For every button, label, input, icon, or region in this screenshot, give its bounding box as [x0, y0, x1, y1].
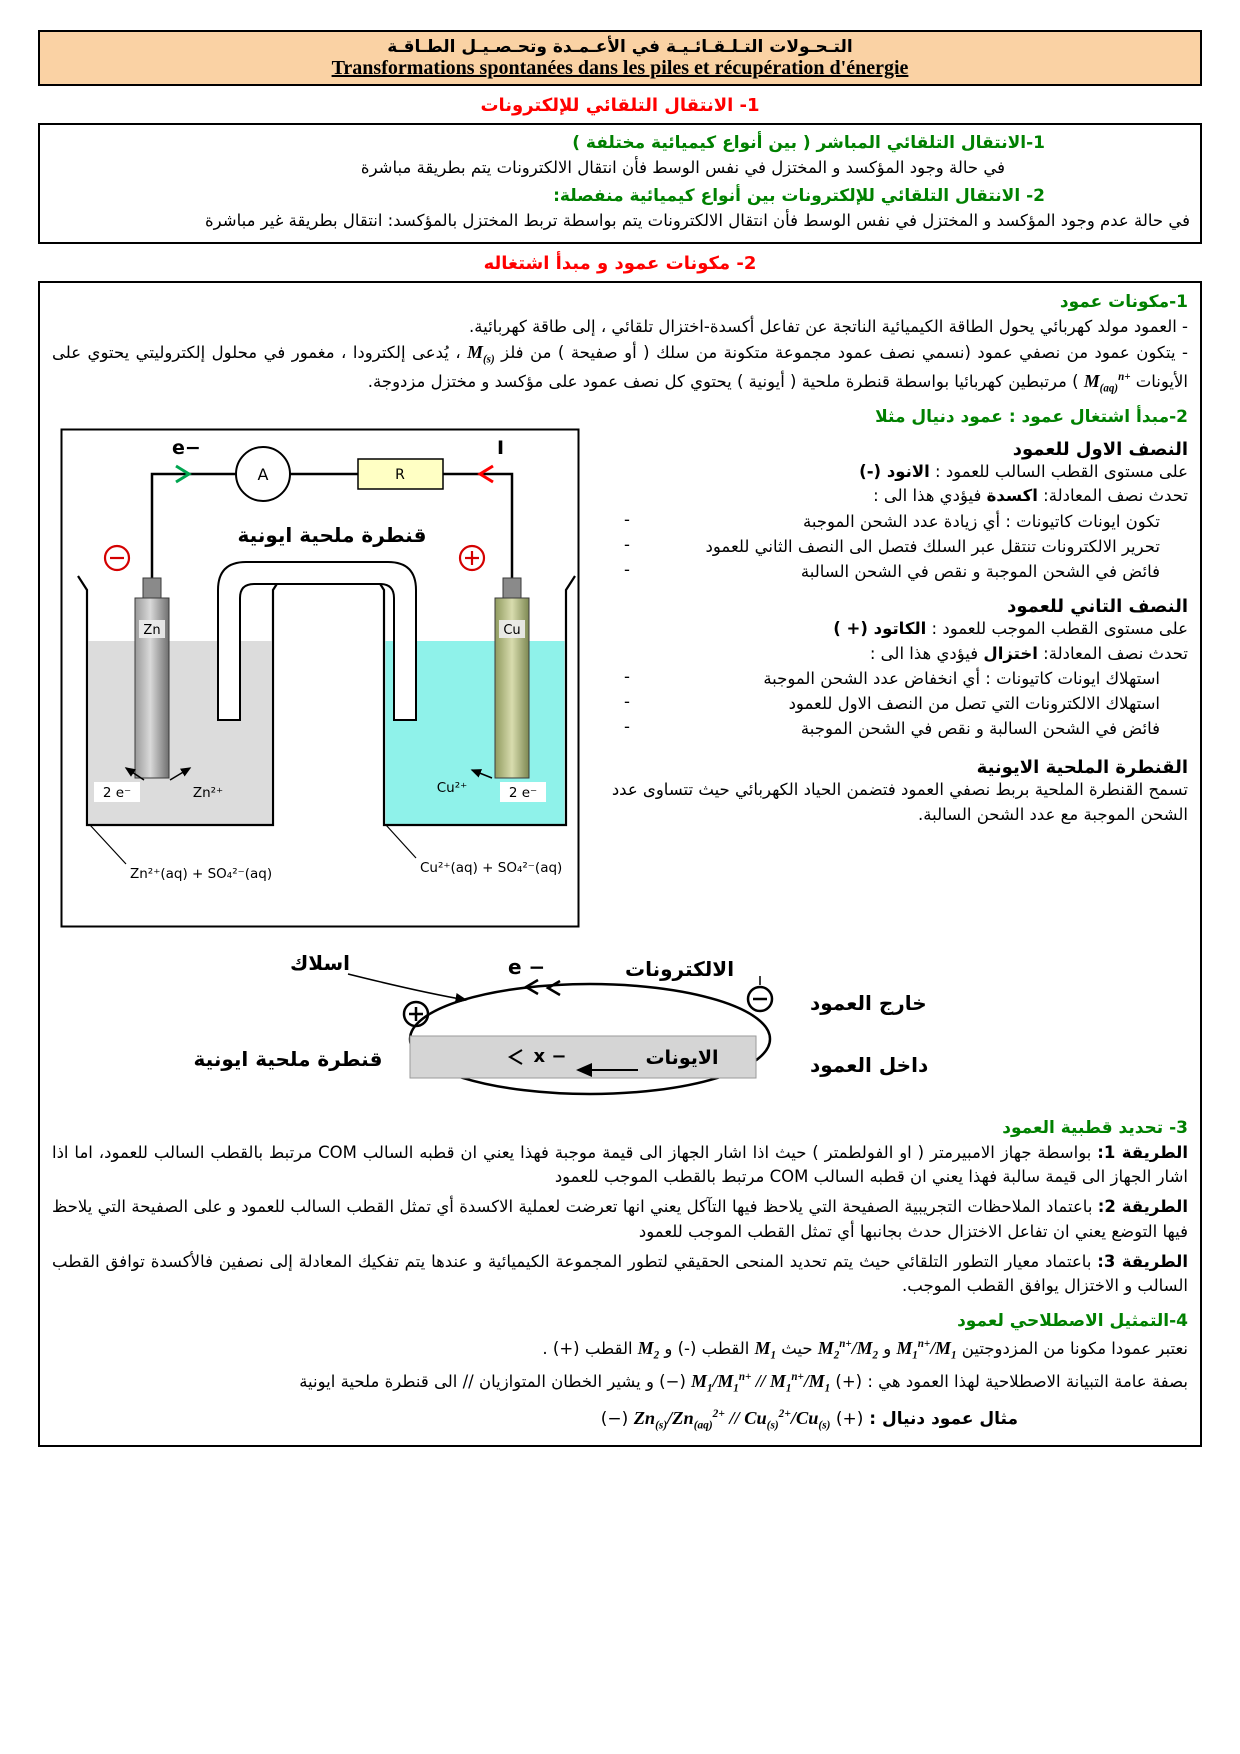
representation-p2	[52, 1368, 1188, 1397]
list-item	[598, 717, 1160, 741]
rep-p1-b: و	[877, 1339, 897, 1358]
cu-electrons-label: 2 e⁻	[508, 784, 538, 801]
cell-diagram-column	[52, 402, 584, 928]
cu-connector	[503, 578, 521, 598]
rep-p1-e: القطب (+) .	[542, 1339, 638, 1358]
polarity-method-2	[52, 1195, 1188, 1245]
components-paragraph-2	[52, 339, 1188, 397]
components-paragraph-1: - العمود مولد كهربائي يحول الطاقة الكيميائية الناتجة عن تفاعل أكسدة-اختزال تلقائي ، إلى طاقة كهربائية.	[469, 316, 1188, 336]
rep-p3-b: (−)	[600, 1409, 634, 1430]
bullet-dash: -	[624, 559, 630, 579]
direct-transfer-heading: 1-الانتقال التلقائي المباشر ( بين أنواع كيميائية مختلفة )	[572, 133, 1045, 153]
bullet-dash: -	[624, 510, 630, 529]
polarity-method-1	[52, 1141, 1188, 1191]
half1-line2	[598, 484, 1188, 509]
list-item	[598, 560, 1160, 584]
components-p2-part-c: ) مرتبطين كهربائيا بواسطة قنطرة ملحية ( أيونية ) يحتوي كل نصف عمود على مؤكسد و مختزل مزدوجة.	[367, 372, 1084, 392]
zn-label: Zn	[143, 622, 161, 638]
electron-symbol: e −	[508, 954, 546, 979]
salt-bridge-text: تسمح القنطرة الملحية بربط نصفي العمود فتضمن الحياد الكهربائي حيث تتساوى عدد الشحن الموجبة مع عدد الشحن السالبة.	[611, 780, 1188, 824]
polarity-method-3	[52, 1250, 1188, 1300]
loop-bridge-label: قنطرة ملحية ايونية	[193, 1046, 383, 1071]
zn-solution-label: Zn²⁺(aq) + SO₄²⁻(aq)	[130, 865, 273, 882]
components-p2-part-a: - يتكون عمود من نصفي عمود (نسمي نصف عمود مجموعة متكونة من سلك ( أو صفيحة ) من فلز	[494, 343, 1189, 363]
components-p2-part-b: ، يُدعى إلكترودا ، مغمور في محلول إلكتروليتي يحتوي على الأيونات	[52, 343, 1188, 392]
half2-bullet-1: استهلاك ايونات كاتيونات : أي انخفاض عدد الشحن الموجبة	[763, 669, 1160, 689]
method-2-text: باعتماد الملاحظات التجريبية الصفيحة التي يلاحظ فيها التآكل يعني انها تعرضت لعملية الاكسدة أي تمثل القطب السالب للعمود و على الصفيحة التي يلاحظ فيها التوضع يعني ان تفاعل الاختزال حدث بجانبها أي تمثل القطب الموجب للعمود	[52, 1197, 1188, 1241]
half1-line2-post: فيؤدي هذا الى :	[873, 486, 987, 506]
plus-terminal-icon	[404, 1002, 428, 1026]
section2-heading: 2- مكونات عمود و مبدأ اشتغاله	[483, 252, 757, 274]
anode-label: الانود (-)	[859, 461, 930, 481]
header-box	[38, 30, 1202, 86]
half2-line2-pre: تحدث نصف المعادلة:	[1037, 643, 1188, 663]
formula-metal-solid: $M_{(s)}$	[467, 342, 495, 366]
rep-p1-d: القطب (-) و	[659, 1339, 755, 1358]
salt-bridge-label: قنطرة ملحية ايونية	[237, 522, 427, 547]
formula-convention: $M_1/M_1^{n+} // M_1^{n+}/M_1$	[691, 1371, 831, 1395]
half1-bullet-1: تكون ايونات كاتيونات : أي زيادة عدد الشحن الموجبة	[802, 512, 1160, 531]
rep-p2-a: بصفة عامة التبيانة الاصطلاحية لهذا العمود هي : (+)	[830, 1372, 1188, 1392]
formula-pair-1: $M_1^{n+}/M_1$	[896, 1338, 957, 1362]
half1-line1	[598, 460, 1188, 485]
wires-arrow-icon	[348, 974, 466, 1000]
list-item	[598, 535, 1160, 559]
formula-m2: $M_2$	[637, 1338, 660, 1362]
principle-column	[598, 402, 1188, 928]
half2-line2-post: فيؤدي هذا الى :	[869, 643, 984, 663]
half1-bullet-2: تحرير الالكترونات تنتقل عبر السلك فتصل الى النصف الثاني للعمود	[705, 536, 1160, 556]
bullet-dash: -	[624, 692, 630, 712]
cu-ion-label: Cu²⁺	[436, 779, 468, 796]
rep-p3-a: (+)	[830, 1409, 864, 1430]
method-1-label: الطريقة 1:	[1097, 1142, 1188, 1162]
electron-flow-label: e−	[172, 436, 201, 459]
daniell-example-label: مثال عمود دنيال :	[863, 1409, 1018, 1430]
resistor-label: R	[395, 466, 405, 483]
bullet-dash: -	[624, 534, 630, 554]
outside-pile-label: خارج العمود	[810, 990, 927, 1015]
list-item	[598, 667, 1160, 691]
cell-section	[52, 402, 1188, 928]
zn-ion-label: Zn²⁺	[192, 784, 224, 801]
section4-heading: 4-التمثيل الاصطلاحي لعمود	[957, 1311, 1188, 1331]
reduction-label: اختزال	[983, 643, 1038, 663]
cu-label: Cu	[503, 622, 521, 638]
zn-electrons-label: 2 e⁻	[102, 784, 132, 801]
half2-line2	[598, 642, 1188, 667]
document-title-french: Transformations spontanées dans les piles et récupération d'énergie	[331, 57, 909, 79]
components-heading: 1-مكونات عمود	[1059, 291, 1188, 312]
cathode-label: الكاتود (+ )	[833, 618, 927, 638]
formula-pair-2: $M_2^{n+}/M_2$	[817, 1338, 878, 1362]
rep-p1-c: حيث	[776, 1339, 818, 1358]
list-item	[598, 692, 1160, 716]
rep-p1-a: نعتبر عمودا مكونا من المزدوجتين	[956, 1339, 1188, 1358]
indirect-transfer-heading: 2- الانتقال التلقائي للإلكترونات بين أنواع كيميائية منفصلة:	[553, 185, 1045, 206]
salt-bridge-title: القنطرة الملحية الايونية	[976, 757, 1188, 779]
method-3-text: باعتماد معيار التطور التلقائي حيث يتم تحديد المنحى الحقيقي لتطور المجموعة الكيميائية و عندها يتم تفكيك المعادلة إلى نصفين فالأكسدة توافق القطب السالب و الاختزال يوافق القطب الموجب.	[52, 1251, 1188, 1296]
inside-pile-label: داخل العمود	[810, 1052, 929, 1077]
anion-label: x −	[533, 1045, 567, 1067]
method-1-text: بواسطة جهاز الامبيرمتر ( او الفولطمتر ) حيث اذا اشار الجهاز الى قيمة موجبة فهذا يعني ان قطبه السالب COM مرتبط بالقطب السالب للعمود، اما اذا اشار الجهاز الى قيمة سالبة فهذا يعني ان قطبه السالب COM مرتبط بالقطب الموجب للعمود	[52, 1142, 1188, 1187]
bullet-dash: -	[624, 667, 630, 687]
representation-p1	[52, 1335, 1188, 1364]
half2-bullet-2: استهلاك الالكترونات التي تصل من النصف الاول للعمود	[788, 694, 1160, 714]
ammeter-label: A	[257, 464, 269, 484]
loop-diagram	[170, 944, 1070, 1104]
list-item	[598, 510, 1160, 534]
section3-heading: 3- تحديد قطبية العمود	[1002, 1117, 1188, 1138]
cell-diagram	[60, 428, 580, 928]
cu-solution-label: Cu²⁺(aq) + SO₄²⁻(aq)	[420, 859, 563, 876]
half2-line1	[598, 617, 1188, 642]
section2-box	[38, 281, 1202, 1448]
half1-title: النصف الاول للعمود	[1012, 438, 1188, 460]
electron-direction-icon	[548, 981, 560, 995]
half1-line1-text: على مستوى القطب السالب للعمود :	[929, 461, 1188, 481]
zn-connector	[143, 578, 161, 598]
principle-heading: 2-مبدأ اشتغال عمود : عمود دنيال مثلا	[875, 406, 1188, 427]
ions-label: الايونات	[645, 1046, 719, 1069]
formula-m1: $M_1$	[754, 1338, 776, 1362]
half1-bullet-3: فائض في الشحن الموجبة و نقص في الشحن السالبة	[800, 561, 1160, 581]
wires-label: اسلاك	[289, 950, 351, 975]
formula-metal-ion: $M_{(aq)}^{n+}$	[1083, 371, 1131, 395]
formula-daniell: $Zn_{(s)}/Zn_{(aq)}^{2+} // Cu_{(s)}^{2+}/Cu_{(s)}$	[633, 1408, 831, 1432]
section1-box	[38, 123, 1202, 244]
section1-heading: 1- الانتقال التلقائي للإلكترونات	[480, 95, 760, 116]
indirect-transfer-text: في حالة عدم وجود المؤكسد و المختزل في نفس الوسط فأن انتقال الالكترونات يتم بواسطة تربط المختزل بالمؤكسد: انتقال بطريقة غير مباشرة	[205, 210, 1190, 230]
minus-terminal-icon	[748, 987, 772, 1011]
electrons-label: الالكترونات	[625, 956, 735, 981]
half2-line1-text: على مستوى القطب الموجب للعمود :	[926, 618, 1188, 638]
daniell-example-line	[52, 1405, 1188, 1435]
loop-diagram-wrap	[170, 944, 1070, 1108]
half2-title: النصف التاني للعمود	[1007, 595, 1188, 617]
method-2-label: الطريقة 2:	[1097, 1197, 1188, 1216]
bullet-dash: -	[624, 717, 630, 737]
half1-line2-pre: تحدث نصف المعادلة:	[1037, 486, 1188, 506]
method-3-label: الطريقة 3:	[1097, 1251, 1188, 1271]
current-label: I	[497, 436, 505, 459]
oxidation-label: اكسدة	[986, 486, 1038, 506]
rep-p2-b: (−) و يشير الخطان المتوازيان // الى قنطرة ملحية ايونية	[299, 1372, 692, 1392]
half2-bullet-3: فائض في الشحن السالبة و نقص في الشحن الموجبة	[800, 719, 1160, 739]
document-title-arabic: التـحـولات التـلـقـائـيـة في الأعـمـدة وتحـصـيـل الطـاقـة	[387, 37, 853, 57]
direct-transfer-text: في حالة وجود المؤكسد و المختزل في نفس الوسط فأن انتقال الالكترونات يتم بطريقة مباشرة	[360, 158, 1005, 177]
